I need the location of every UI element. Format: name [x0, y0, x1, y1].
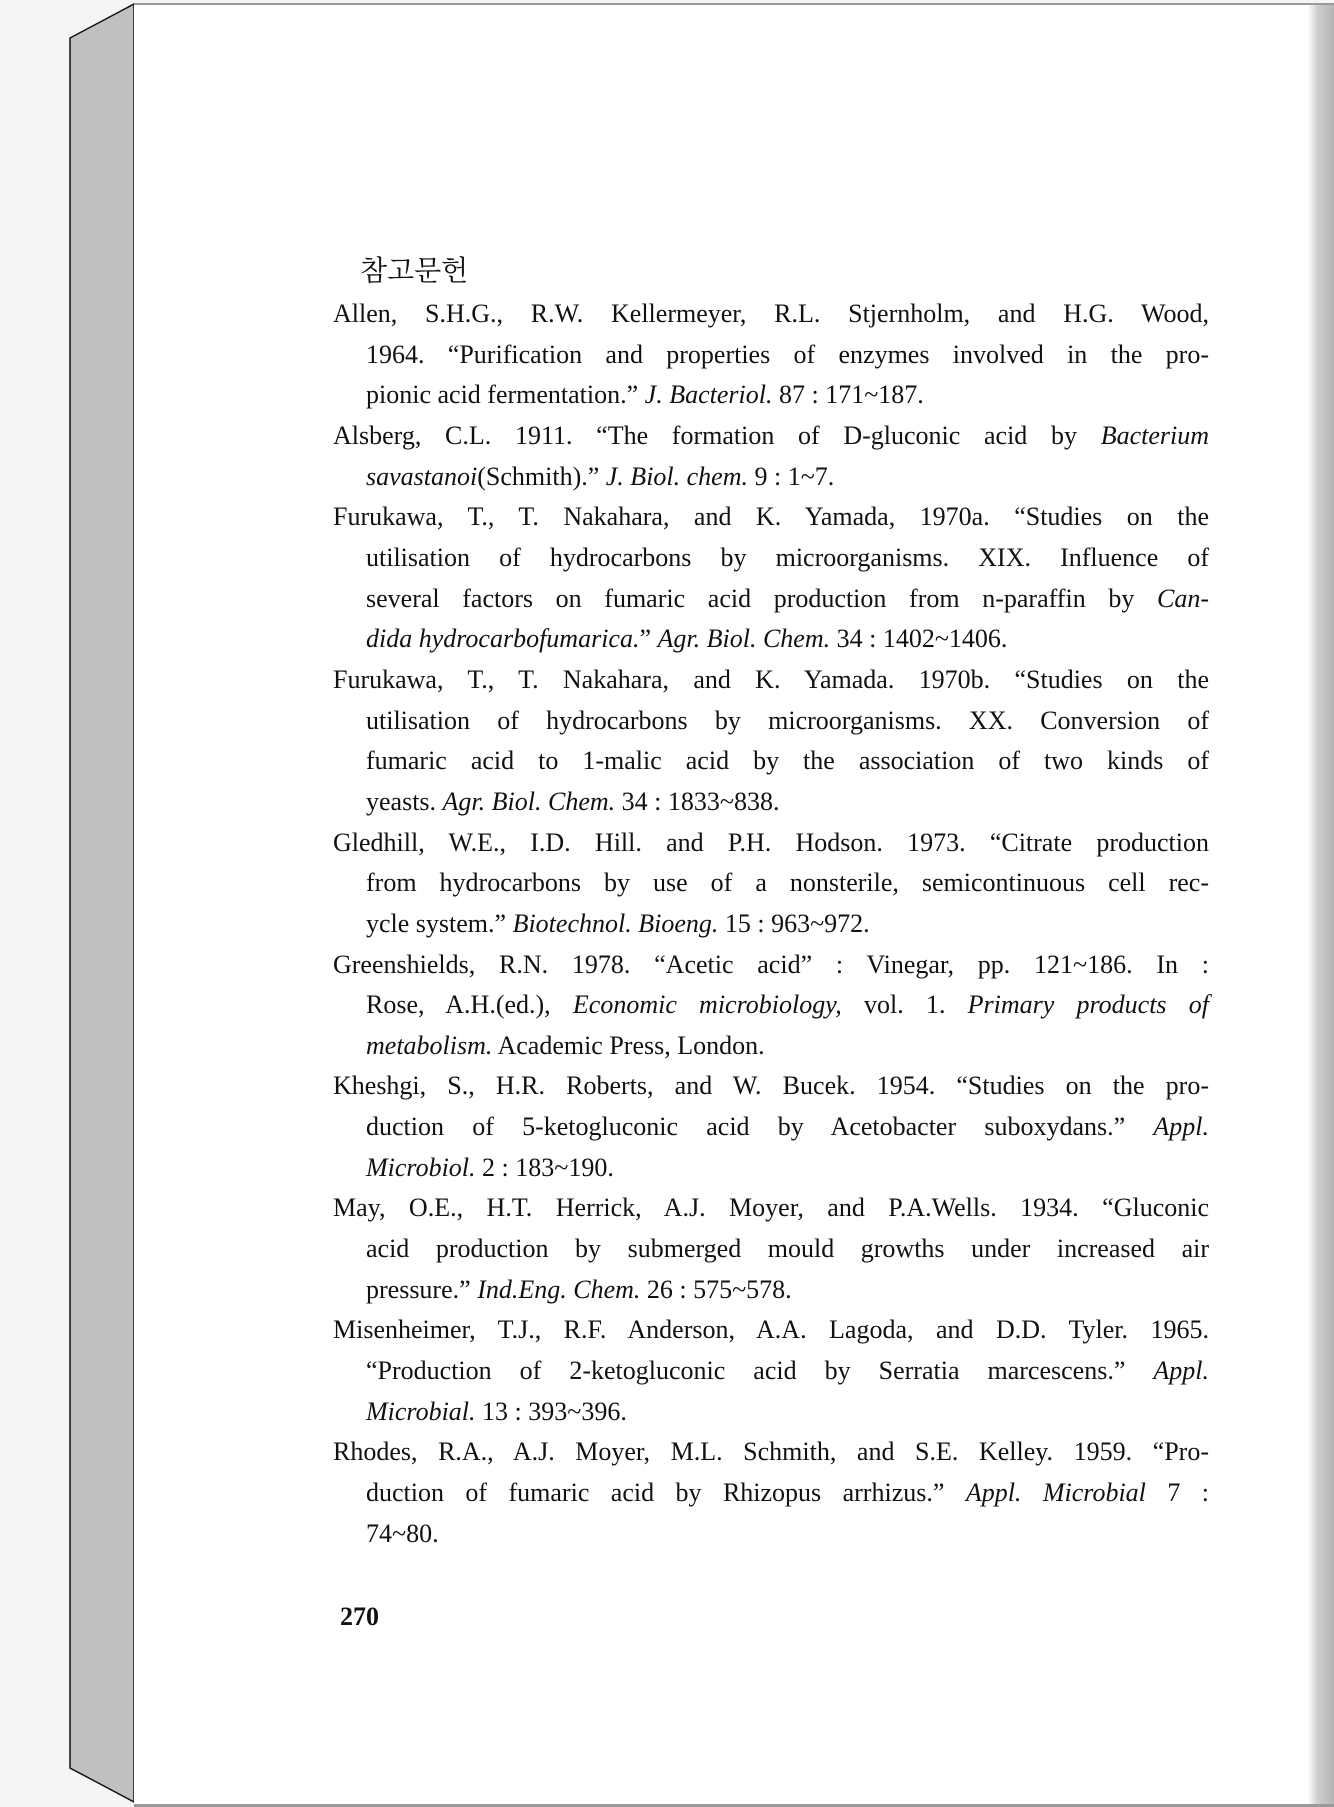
text: 87 : 171~187.	[772, 380, 924, 410]
reference-line	[333, 294, 1209, 335]
text: Misenheimer, T.J., R.F. Anderson, A.A. Lagoda, and D.D. Tyler. 1965.	[333, 1315, 1209, 1345]
reference-line	[333, 497, 1209, 538]
text: ”	[639, 624, 658, 654]
reference-line	[333, 945, 1209, 986]
italic-text: Microbiol.	[366, 1152, 476, 1182]
reference-line	[333, 1514, 1209, 1555]
text: 74~80.	[366, 1518, 439, 1548]
text: Greenshields, R.N. 1978. “Acetic acid” : Vinegar, pp. 121~186. In :	[333, 949, 1209, 979]
italic-text: Appl. Microbial	[965, 1478, 1146, 1508]
reference-line	[333, 1392, 1209, 1433]
italic-text: savastanoi	[366, 461, 478, 491]
reference-line	[333, 375, 1209, 416]
text: 34 : 1402~1406.	[830, 624, 1008, 654]
reference-line	[333, 741, 1209, 782]
text: utilisation of hydrocarbons by microorganisms. XX. Conversion of	[366, 705, 1209, 735]
text: 13 : 393~396.	[475, 1396, 627, 1426]
reference-entry	[333, 823, 1209, 945]
text: 1964. “Purification and properties of enzymes involved in the pro-	[366, 339, 1209, 369]
reference-entry	[333, 294, 1209, 416]
reference-line	[333, 863, 1209, 904]
reference-line	[333, 1473, 1209, 1514]
text: May, O.E., H.T. Herrick, A.J. Moyer, and P.A.Wells. 1934. “Gluconic	[333, 1193, 1209, 1223]
text: 7 :	[1145, 1478, 1209, 1508]
page-number: 270	[340, 1602, 379, 1631]
text: fumaric acid to 1-malic acid by the association of two kinds of	[366, 746, 1209, 776]
reference-line	[333, 335, 1209, 376]
reference-line	[333, 457, 1209, 498]
page-edge-shadow	[1308, 5, 1334, 1804]
italic-text: Biotechnol. Bioeng.	[512, 908, 719, 938]
text: several factors on fumaric acid production from n-paraffin by	[366, 583, 1157, 613]
text: from hydrocarbons by use of a nonsterile, semicontinuous cell rec-	[366, 868, 1209, 898]
text: vol. 1.	[841, 990, 968, 1020]
text: Furukawa, T., T. Nakahara, and K. Yamada, 1970a. “Studies on the	[333, 502, 1209, 532]
reference-entry	[333, 1310, 1209, 1432]
reference-line	[333, 904, 1209, 945]
reference-line	[333, 619, 1209, 660]
reference-line	[333, 1432, 1209, 1473]
text: “Production of 2-ketogluconic acid by Serratia marcescens.”	[366, 1356, 1154, 1386]
italic-text: Economic microbiology,	[572, 990, 842, 1020]
text: 15 : 963~972.	[718, 908, 870, 938]
italic-text: Appl.	[1153, 1112, 1209, 1142]
book-page	[134, 3, 1334, 1807]
italic-text: J. Bacteriol.	[644, 380, 773, 410]
text: 26 : 575~578.	[640, 1274, 792, 1304]
reference-list	[333, 294, 1209, 1554]
reference-line	[333, 823, 1209, 864]
reference-line	[333, 985, 1209, 1026]
reference-line	[333, 1066, 1209, 1107]
italic-text: Ind.Eng. Chem.	[477, 1274, 641, 1304]
text: yeasts.	[366, 786, 443, 816]
reference-entry	[333, 1188, 1209, 1310]
reference-entry	[333, 945, 1209, 1067]
text: pionic acid fermentation.”	[366, 380, 645, 410]
reference-line	[333, 1310, 1209, 1351]
text: Rose, A.H.(ed.),	[366, 990, 573, 1020]
text: Rhodes, R.A., A.J. Moyer, M.L. Schmith, and S.E. Kelley. 1959. “Pro-	[333, 1437, 1209, 1467]
reference-line	[333, 1026, 1209, 1067]
reference-line	[333, 1107, 1209, 1148]
text: Furukawa, T., T. Nakahara, and K. Yamada. 1970b. “Studies on the	[333, 664, 1209, 694]
italic-text: Agr. Biol. Chem.	[442, 786, 616, 816]
text: Allen, S.H.G., R.W. Kellermeyer, R.L. Stjernholm, and H.G. Wood,	[333, 299, 1209, 328]
reference-entry	[333, 1432, 1209, 1554]
italic-text: J. Biol. chem.	[605, 461, 748, 491]
text: (Schmith).”	[477, 461, 606, 491]
reference-line	[333, 701, 1209, 742]
text: Kheshgi, S., H.R. Roberts, and W. Bucek. 1954. “Studies on the pro-	[333, 1071, 1209, 1101]
text: 34 : 1833~838.	[615, 786, 780, 816]
reference-entry	[333, 497, 1209, 660]
reference-line	[333, 1148, 1209, 1189]
page-heading: 참고문헌	[360, 254, 469, 287]
book-spine	[0, 0, 140, 1806]
text: acid production by submerged mould growths under increased air	[366, 1234, 1209, 1264]
text: duction of 5-ketogluconic acid by Acetobacter suboxydans.”	[366, 1112, 1154, 1142]
text: Gledhill, W.E., I.D. Hill. and P.H. Hodson. 1973. “Citrate production	[333, 827, 1209, 857]
text: utilisation of hydrocarbons by microorganisms. XIX. Influence of	[366, 542, 1209, 572]
reference-line	[333, 416, 1209, 457]
italic-text: metabolism.	[366, 1030, 493, 1060]
text: pressure.”	[366, 1274, 478, 1304]
text: 9 : 1~7.	[748, 461, 835, 491]
reference-line	[333, 579, 1209, 620]
reference-line	[333, 1351, 1209, 1392]
italic-text: Can-	[1157, 583, 1209, 613]
reference-line	[333, 782, 1209, 823]
text: ycle system.”	[366, 908, 513, 938]
italic-text: dida hydrocarbofumarica.	[366, 624, 640, 654]
reference-line	[333, 660, 1209, 701]
italic-text: Agr. Biol. Chem.	[657, 624, 831, 654]
italic-text: Appl.	[1153, 1356, 1209, 1386]
reference-line	[333, 1188, 1209, 1229]
italic-text: Microbial.	[366, 1396, 476, 1426]
text: duction of fumaric acid by Rhizopus arrhizus.”	[366, 1478, 966, 1508]
reference-entry	[333, 416, 1209, 497]
text: Academic Press, London.	[492, 1030, 765, 1060]
text: 2 : 183~190.	[475, 1152, 614, 1182]
text: Alsberg, C.L. 1911. “The formation of D-gluconic acid by	[333, 420, 1101, 450]
reference-line	[333, 1270, 1209, 1311]
reference-line	[333, 1229, 1209, 1270]
italic-text: Primary products of	[967, 990, 1209, 1020]
reference-entry	[333, 660, 1209, 823]
reference-entry	[333, 1066, 1209, 1188]
reference-line	[333, 538, 1209, 579]
italic-text: Bacterium	[1100, 420, 1209, 450]
